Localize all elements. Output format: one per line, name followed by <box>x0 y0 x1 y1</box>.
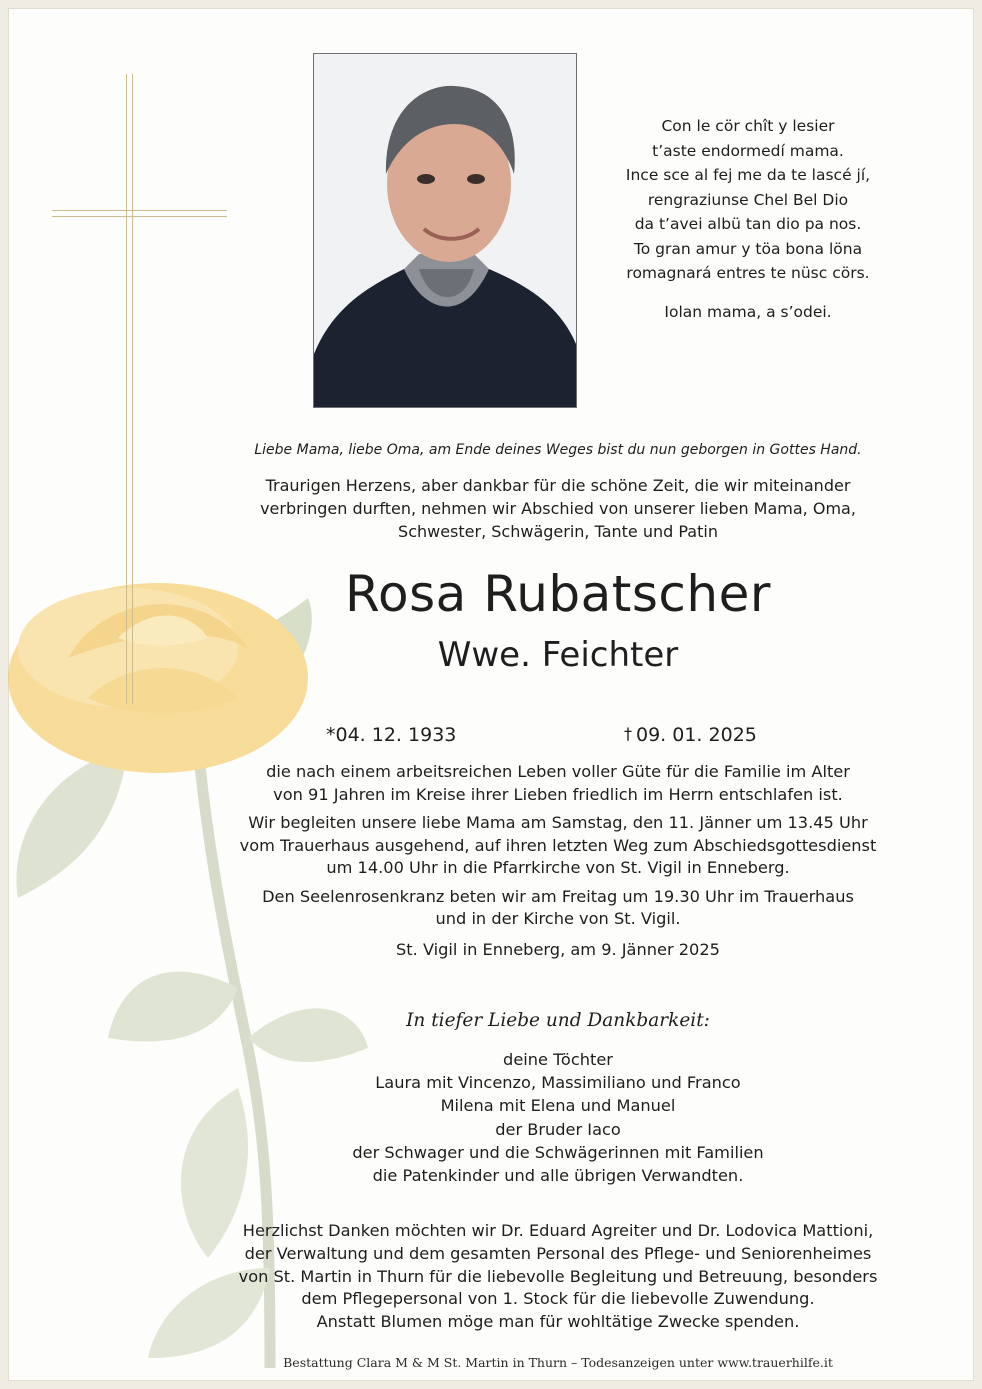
funeral-line: vom Trauerhaus ausgehend, auf ihren letzten Weg zum Abschiedsgottesdienst <box>239 835 877 855</box>
family-line: deine Töchter <box>503 1050 613 1069</box>
place-date: St. Vigil in Enneberg, am 9. Jänner 2025 <box>396 939 720 959</box>
death-cross-icon: † <box>624 724 632 743</box>
poem-closing: Iolan mama, a s’odei. <box>664 302 832 321</box>
family-line: der Bruder Iaco <box>495 1119 621 1139</box>
obituary-notice <box>8 8 974 1381</box>
rosary-paragraph <box>203 886 913 931</box>
poem-line: Ince sce al fej me da te lascé jí, <box>625 166 871 184</box>
family-list <box>208 1048 908 1187</box>
intro-line: Schwester, Schwägerin, Tante und Patin <box>398 522 718 541</box>
gratitude-line: dem Pflegepersonal von 1. Stock für die liebevolle Zuwendung. <box>301 1289 815 1309</box>
death-date-block <box>624 722 757 749</box>
death-date: 09. 01. 2025 <box>636 724 757 746</box>
funeral-home-footer: Bestattung Clara M & M St. Martin in Thurn – Todesanzeigen unter www.trauerhilfe.it <box>283 1355 833 1370</box>
funeral-line: um 14.00 Uhr in die Pfarrkirche von St. Vigil in Enneberg. <box>326 858 790 877</box>
funeral-paragraph <box>203 812 913 880</box>
poem-line: da t’avei albü tan dio pa nos. <box>634 215 862 233</box>
gratitude-line: der Verwaltung und dem gesamten Personal des Pflege- und Seniorenheimes <box>244 1243 872 1263</box>
poem-line: romagnará entres te nüsc cörs. <box>626 264 870 282</box>
gratitude-line: Herzlichst Danken möchten wir Dr. Eduard Agreiter und Dr. Lodovica Mattioni, <box>242 1221 874 1240</box>
family-line: Laura mit Vincenzo, Massimiliano und Franco <box>375 1073 741 1093</box>
rosary-line: Den Seelenrosenkranz beten wir am Freitag um 19.30 Uhr im Trauerhaus <box>262 886 854 906</box>
portrait-illustration <box>314 54 576 407</box>
ladin-poem <box>588 114 908 324</box>
cross-vertical-line <box>126 74 133 704</box>
cross-horizontal-line <box>52 210 227 217</box>
intro-line: verbringen durften, nehmen wir Abschied von unserer lieben Mama, Oma, <box>260 499 856 518</box>
family-line: Milena mit Elena und Manuel <box>440 1096 676 1116</box>
portrait-photo <box>313 53 577 408</box>
intro-text <box>208 474 908 543</box>
birth-date: *04. 12. 1933 <box>326 724 457 746</box>
poem-line: To gran amur y töa bona löna <box>633 239 863 258</box>
gratitude-line: von St. Martin in Thurn für die liebevolle Begleitung und Betreuung, besonders <box>238 1266 878 1286</box>
gratitude-text <box>203 1220 913 1334</box>
family-line: die Patenkinder und alle übrigen Verwandten. <box>372 1166 744 1186</box>
passing-line: die nach einem arbeitsreichen Leben voller Güte für die Familie im Alter <box>266 762 850 781</box>
passing-paragraph <box>203 761 913 806</box>
passing-line: von 91 Jahren im Kreise ihrer Lieben friedlich im Herrn entschlafen ist. <box>273 784 843 804</box>
family-line: der Schwager und die Schwägerinnen mit Familien <box>352 1142 764 1162</box>
thanks-heading: In tiefer Liebe und Dankbarkeit: <box>406 1010 710 1031</box>
poem-line: t’aste endormedí mama. <box>652 141 844 160</box>
memorial-quote: Liebe Mama, liebe Oma, am Ende deines Weges bist du nun geborgen in Gottes Hand. <box>254 442 862 458</box>
funeral-line: Wir begleiten unsere liebe Mama am Samstag, den 11. Jänner um 13.45 Uhr <box>248 813 868 832</box>
deceased-name: Rosa Rubatscher <box>345 565 771 623</box>
widow-of: Wwe. Feichter <box>437 635 679 675</box>
intro-line: Traurigen Herzens, aber dankbar für die schöne Zeit, die wir miteinander <box>265 476 851 495</box>
rosary-line: und in der Kirche von St. Vigil. <box>435 909 681 928</box>
poem-line: Con le cör chît y lesier <box>661 117 835 135</box>
gratitude-line: Anstatt Blumen möge man für wohltätige Zwecke spenden. <box>316 1312 800 1332</box>
announcement-body <box>203 761 913 967</box>
poem-line: rengraziunse Chel Bel Dio <box>647 190 849 209</box>
